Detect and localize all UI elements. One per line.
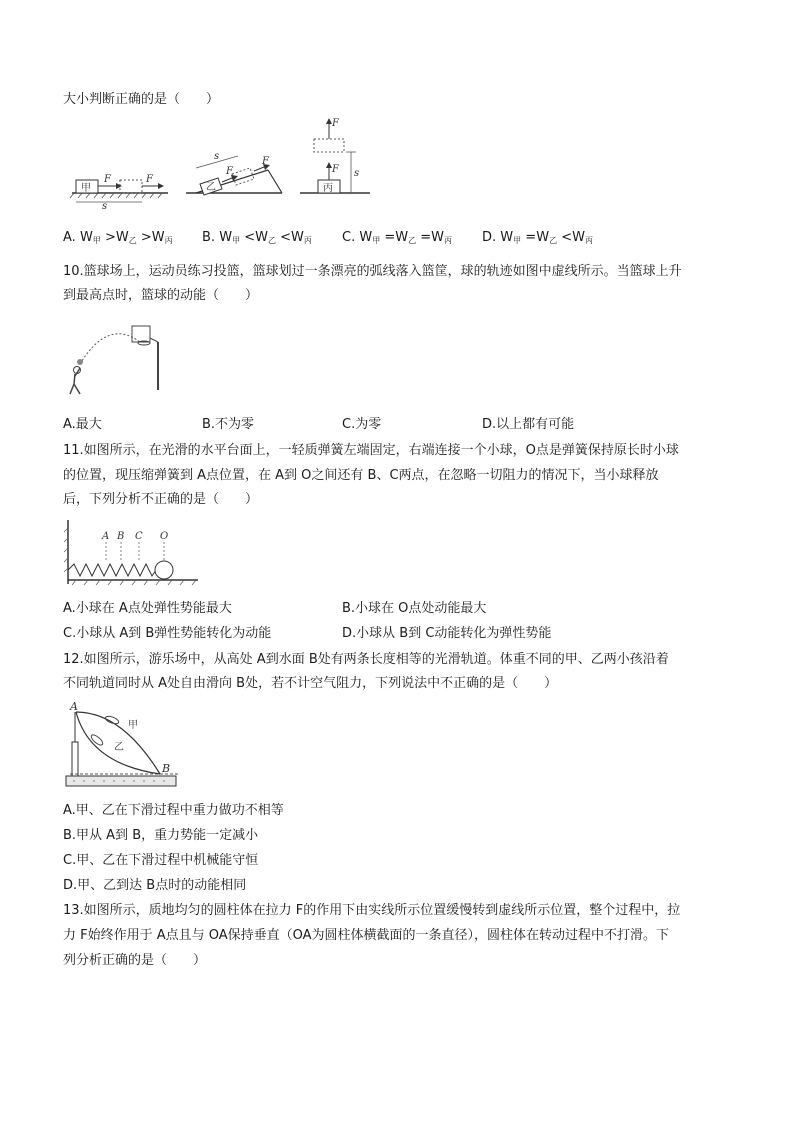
q9-option-d[interactable]: D. W甲 =W乙 <W丙: [482, 230, 593, 245]
q11-figure: [62, 514, 202, 594]
q11-label-c: C: [135, 531, 143, 542]
q9-figure: [0, 110, 794, 220]
q10-stem-line1: 10.篮球场上，运动员练习投篮，篮球划过一条漂亮的弧线落入篮筐，球的轨迹如图中虚线所示。当篮球上升: [63, 264, 682, 279]
q13-stem-line3: 列分析正确的是（ ）: [63, 953, 207, 968]
q9-force-1: F: [104, 174, 111, 185]
q11-label-o: O: [160, 531, 169, 542]
q9-option-c[interactable]: C. W甲 =W乙 =W丙: [342, 230, 453, 245]
q9-force-3: F: [226, 166, 233, 177]
q11-stem-line3: 后，下列分析不正确的是（ ）: [63, 492, 259, 507]
q12-label-yi: 乙: [114, 742, 124, 753]
q12-option-d[interactable]: D.甲、乙到达 B点时的动能相同: [63, 878, 247, 893]
q10-figure: [60, 316, 180, 406]
q9-force-2: F: [146, 174, 153, 185]
q9-option-b-text: W甲 <W乙 <W丙: [219, 230, 312, 245]
q9-label-jia: 甲: [81, 183, 91, 194]
q11-stem-line1: 11.如图所示，在光滑的水平台面上，一轻质弹簧左端固定，右端连接一个小球，O点是弹簧保持原长时小球: [63, 443, 679, 458]
q9-force-4: F: [262, 156, 269, 167]
q9-option-c-text: W甲 =W乙 =W丙: [359, 230, 453, 245]
q11-option-d[interactable]: D.小球从 B到 C动能转化为弹性势能: [342, 626, 552, 641]
q11-option-c[interactable]: C.小球从 A到 B弹性势能转化为动能: [63, 626, 272, 641]
q12-label-a: A: [70, 700, 78, 713]
q9-force-6: F: [332, 118, 339, 129]
q9-dist-3: s: [354, 168, 360, 179]
q9-option-a[interactable]: A. W甲 >W乙 >W丙: [63, 230, 173, 245]
q9-dist-1: s: [102, 201, 108, 212]
q12-option-c[interactable]: C.甲、乙在下滑过程中机械能守恒: [63, 853, 259, 868]
q11-option-a[interactable]: A.小球在 A点处弹性势能最大: [63, 601, 232, 616]
q13-stem-line1: 13.如图所示，质地均匀的圆柱体在拉力 F的作用下由实线所示位置缓慢转到虚线所示位置，整个过程中，拉: [63, 903, 681, 918]
q9-fig-bing: [300, 118, 370, 194]
q9-label-yi: 乙: [206, 182, 216, 193]
q9-option-b[interactable]: B. W甲 <W乙 <W丙: [202, 230, 312, 245]
q9-stem-tail: 大小判断正确的是（ ）: [63, 92, 220, 107]
q11-option-b[interactable]: B.小球在 O点处动能最大: [342, 601, 487, 616]
q13-stem-line2: 力 F始终作用于 A点且与 OA保持垂直（OA为圆柱体横截面的一条直径），圆柱体在转动过程中不打滑。下: [63, 928, 670, 943]
q10-option-d[interactable]: D.以上都有可能: [482, 417, 575, 432]
q9-option-a-text: W甲 >W乙 >W丙: [79, 230, 173, 245]
q12-stem-line1: 12.如图所示，游乐场中，从高处 A到水面 B处有两条长度相等的光滑轨道。体重不同的甲、乙两小孩沿着: [63, 652, 669, 667]
q12-figure: [62, 698, 182, 794]
q9-force-5: F: [332, 164, 339, 175]
q10-option-a[interactable]: A.最大: [63, 417, 102, 432]
q9-fig-jia: [70, 174, 168, 212]
q9-option-d-text: W甲 =W乙 <W丙: [500, 230, 593, 245]
q12-label-jia: 甲: [128, 720, 138, 731]
q11-label-a: A: [102, 531, 110, 542]
q11-stem-line2: 的位置，现压缩弹簧到 A点位置，在 A到 O之间还有 B、C两点，在忽略一切阻力的情况下，当小球释放: [63, 468, 659, 483]
q12-label-b: B: [162, 762, 171, 775]
q9-label-bing: 丙: [323, 183, 333, 194]
q9-fig-yi: [186, 151, 282, 195]
q12-option-a[interactable]: A.甲、乙在下滑过程中重力做功不相等: [63, 803, 284, 818]
q10-option-c[interactable]: C.为零: [342, 417, 382, 432]
q12-stem-line2: 不同轨道同时从 A处自由滑向 B处，若不计空气阻力，下列说法中不正确的是（ ）: [63, 676, 558, 691]
q10-option-b[interactable]: B.不为零: [202, 417, 255, 432]
q12-option-b[interactable]: B.甲从 A到 B，重力势能一定减小: [63, 828, 259, 843]
q11-label-b: B: [117, 531, 125, 542]
q10-stem-line2: 到最高点时，篮球的动能（ ）: [63, 288, 259, 303]
q9-dist-2: s: [214, 151, 220, 162]
